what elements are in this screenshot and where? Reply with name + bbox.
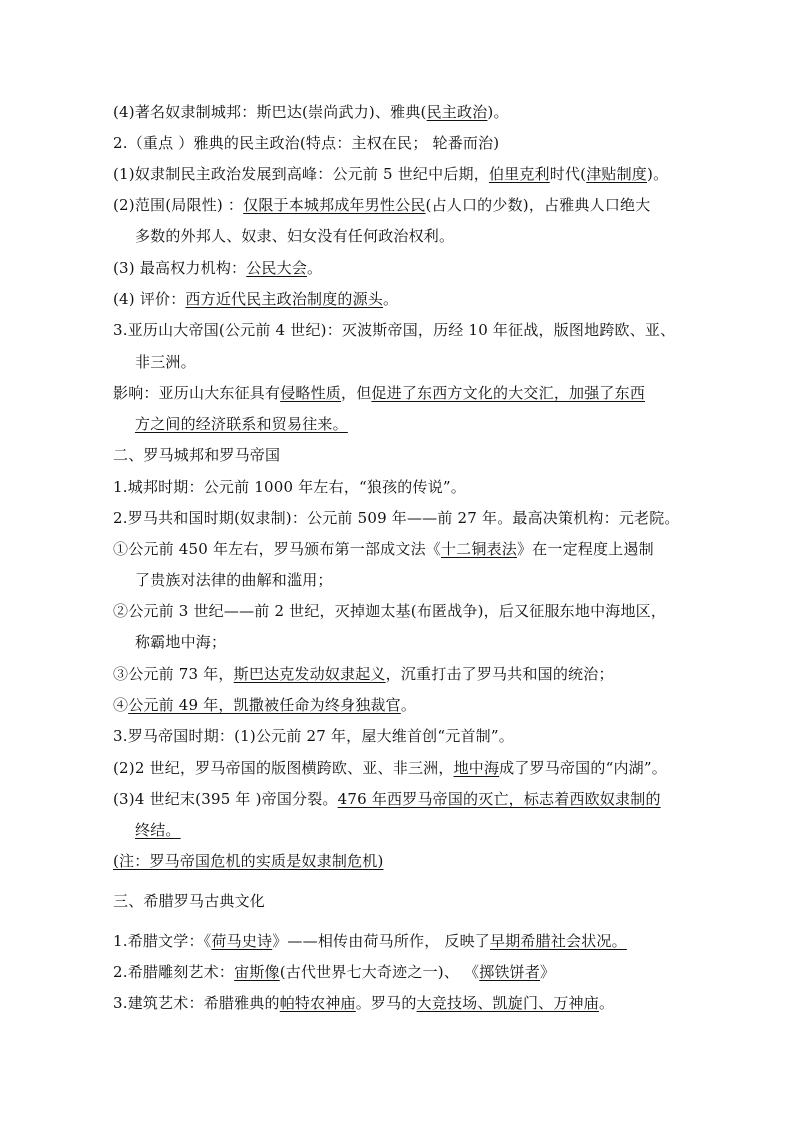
- text: ，沉重打击了罗马共和国的统治；: [385, 665, 614, 683]
- text: (2)范围(局限性) ：: [113, 196, 244, 214]
- text: (1)奴隶制民主政治发展到高峰：公元前 5 世纪中后期，: [113, 165, 489, 183]
- underlined-term: 民主政治: [426, 103, 488, 121]
- text: )。: [647, 165, 669, 183]
- section-heading-culture: 三、希腊罗马古典文化: [113, 892, 266, 910]
- text: ，但: [341, 384, 372, 402]
- underlined-term: 促进了东西方文化的大交汇，加强了东西: [371, 384, 646, 402]
- text: (2)2 世纪，罗马帝国的版图横跨欧、亚、非三洲，: [113, 759, 454, 777]
- line-twelve-tables-cont: 了贵族对法律的曲解和滥用；: [135, 571, 333, 589]
- line-evaluation: [113, 289, 703, 309]
- line-alexander-empire: 3.亚历山大帝国(公元前 4 世纪)：灭波斯帝国，历经 10 年征战，版图地跨欧、亚、: [113, 321, 676, 339]
- text: 2.希腊雕刻艺术：: [113, 963, 235, 981]
- line-carthage-cont: 称霸地中海；: [135, 633, 227, 651]
- underlined-term: 伯里克利: [488, 165, 550, 183]
- text: 。: [307, 259, 323, 277]
- line-empire-split-cont: [135, 820, 725, 840]
- underlined-term: 十二铜表法: [440, 540, 517, 558]
- text: (古代世界七大奇迹之一)、 《: [279, 963, 480, 981]
- line-note: [113, 851, 703, 871]
- text: (3)4 世纪末(395 年 )帝国分裂。: [113, 790, 338, 808]
- text: (4)著名奴隶制城邦：斯巴达(崇尚武力)、雅典(: [113, 103, 427, 121]
- line-alexander-influence: [113, 383, 703, 403]
- text: 时代(: [549, 165, 587, 183]
- underlined-term: 公民大会: [246, 259, 308, 277]
- text: )。: [487, 103, 509, 121]
- underlined-term: 掷铁饼者: [479, 963, 541, 981]
- text: 》在一定程度上遏制: [516, 540, 654, 558]
- text: ③公元前 73 年，: [113, 665, 234, 683]
- text: ①公元前 450 年左右，罗马颁布第一部成文法《: [113, 540, 441, 558]
- text: 3.建筑艺术：希腊雅典的: [113, 994, 280, 1012]
- text: 。: [598, 994, 615, 1012]
- underlined-term: 终结。: [135, 821, 181, 839]
- line-city-state-period: 1.城邦时期：公元前 1000 年左右，“狼孩的传说”。: [113, 478, 466, 496]
- text: 1.希腊文学：《: [113, 932, 212, 950]
- line-greek-literature: [113, 931, 703, 951]
- text: ④: [113, 696, 129, 714]
- section-heading-rome: 二、罗马城邦和罗马帝国: [113, 446, 281, 464]
- text: 。: [383, 290, 399, 308]
- underlined-term: 斯巴达克发动奴隶起义: [233, 665, 386, 683]
- line-highest-authority: [113, 258, 703, 278]
- line-carthage: ②公元前 3 世纪——前 2 世纪，灭掉迦太基(布匿战争)，后又征服东地中海地区，: [113, 602, 667, 620]
- text: 影响：亚历山大东征具有: [113, 384, 281, 402]
- underlined-term: 地中海: [453, 759, 500, 777]
- line-alexander-empire-cont: 非三洲。: [135, 353, 196, 371]
- line-empire-split: [113, 789, 703, 809]
- line-roman-republic: 2.罗马共和国时期(奴隶制)：公元前 509 年——前 27 年。最高决策机构：元老院。: [113, 509, 680, 527]
- line-greek-sculpture: [113, 962, 703, 982]
- text: 成了罗马帝国的“内湖”。: [499, 759, 667, 777]
- underlined-term: 仅限于本城邦成年男性公民: [243, 196, 426, 214]
- line-roman-empire: 3.罗马帝国时期：(1)公元前 27 年，屋大维首创“元首制”。: [113, 727, 514, 745]
- line-democracy-scope-cont: 多数的外邦人、奴隶、妇女没有任何政治权利。: [135, 227, 455, 245]
- text: 》——相传由荷马所作， 反映了: [272, 932, 491, 950]
- underlined-term: 早期希腊社会状况。: [490, 932, 627, 950]
- line-mediterranean: [113, 758, 703, 778]
- underlined-term: 荷马史诗: [211, 932, 273, 950]
- underlined-term: 西方近代民主政治制度的源头: [185, 290, 384, 308]
- underlined-term: 宙斯像: [234, 963, 280, 981]
- text: (占人口的少数)，占雅典人口绝大: [425, 196, 651, 214]
- text: 。罗马的: [355, 994, 417, 1012]
- line-caesar: [113, 695, 703, 715]
- underlined-term: 侵略性质: [280, 384, 342, 402]
- line-democracy-peak: [113, 164, 703, 184]
- text: (3) 最高权力机构：: [113, 259, 247, 277]
- text: 》: [540, 963, 556, 981]
- underlined-term: 476 年西罗马帝国的灭亡，标志着西欧奴隶制的: [337, 790, 661, 808]
- line-architecture: [113, 993, 703, 1013]
- line-athens-sparta: [113, 102, 703, 122]
- line-democracy-scope: [113, 195, 703, 215]
- text: (4) 评价：: [113, 290, 186, 308]
- line-alexander-influence-cont: [135, 414, 725, 434]
- line-spartacus: [113, 664, 703, 684]
- underlined-term: 公元前 49 年，凯撒被任命为终身独裁官: [128, 696, 401, 714]
- line-twelve-tables: [113, 539, 703, 559]
- underlined-term: 方之间的经济联系和贸易往来。: [135, 415, 348, 433]
- underlined-term: 大竞技场、凯旋门、万神庙: [416, 994, 599, 1012]
- underlined-term: (注：罗马帝国危机的实质是奴隶制危机): [113, 852, 384, 870]
- text: 。: [400, 696, 417, 714]
- line-athens-democracy-heading: 2.（重点 ）雅典的民主政治(特点：主权在民； 轮番而治): [113, 134, 500, 152]
- underlined-term: 帕特农神庙: [279, 994, 356, 1012]
- underlined-term: 津贴制度: [586, 165, 648, 183]
